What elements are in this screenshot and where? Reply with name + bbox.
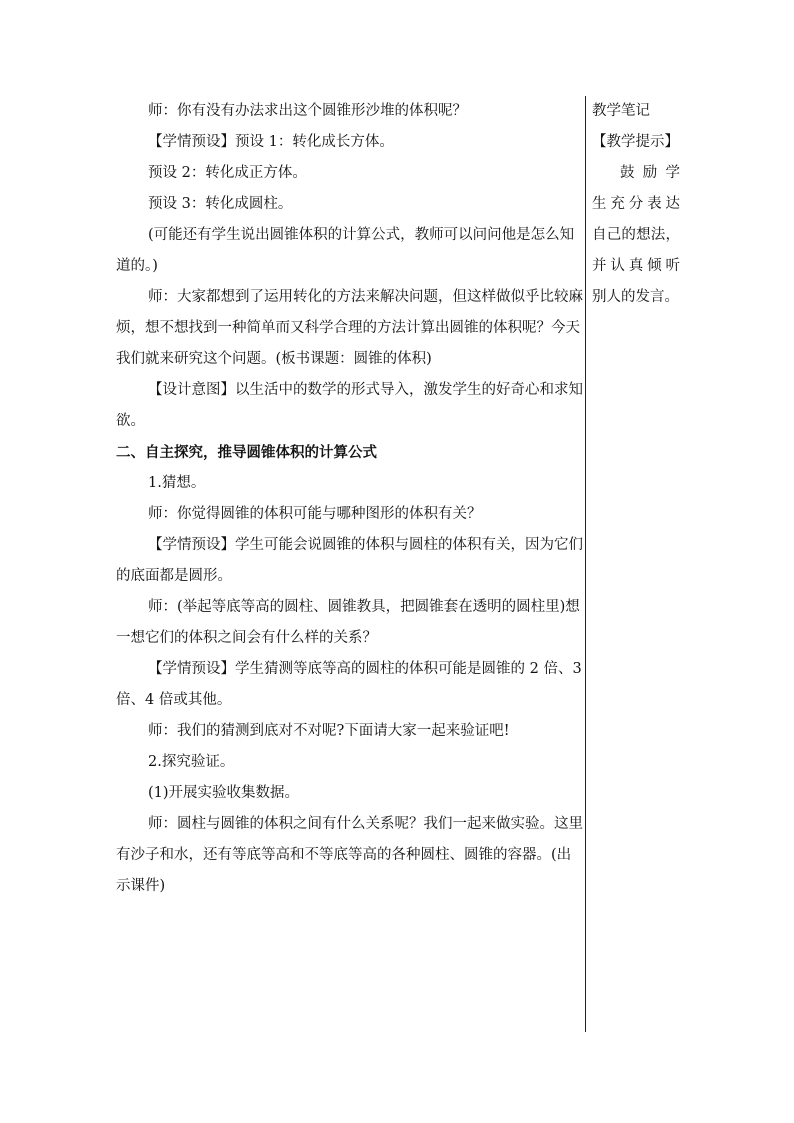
paragraph: 2.探究验证。 — [148, 754, 235, 770]
column-divider — [585, 96, 586, 1032]
teaching-notes-column — [592, 96, 680, 313]
paragraph: 预设 2：转化成正方体。 — [148, 165, 307, 181]
tip-line: 别人的发言。 — [592, 289, 679, 305]
tip-line: 鼓励学 — [620, 165, 680, 181]
paragraph: 师：(举起等底等高的圆柱、圆锥教具，把圆锥套在透明的圆柱里)想一想它们的体积之间会有什么样的关系？ — [116, 599, 580, 646]
tip-line: 自己的想法， — [592, 227, 680, 243]
paragraph: 【设计意图】以生活中的数学的形式导入，激发学生的好奇心和求知欲。 — [116, 382, 583, 429]
paragraph: 师：圆柱与圆锥的体积之间有什么关系呢？我们一起来做实验。这里有沙子和水，还有等底等高和不等底等高的各种圆柱、圆锥的容器。(出示课件) — [116, 816, 583, 894]
paragraph: 1.猜想。 — [148, 475, 206, 491]
paragraph: 师：大家都想到了运用转化的方法来解决问题，但这样做似乎比较麻烦，想不想找到一种简单而又科学合理的方法计算出圆锥的体积呢？今天我们就来研究这个问题。(板书课题：圆锥的体积) — [116, 289, 583, 367]
paragraph: 预设 3：转化成圆柱。 — [148, 196, 293, 212]
tip-line: 并认真倾听 — [592, 258, 680, 274]
paragraph: (可能还有学生说出圆锥体积的计算公式，教师可以问问他是怎么知道的。) — [116, 227, 575, 274]
lesson-body — [116, 96, 584, 902]
paragraph: 【学情预设】预设 1：转化成长方体。 — [148, 134, 394, 150]
tip-line: 生充分表达 — [592, 196, 680, 212]
tip-label: 【教学提示】 — [592, 134, 679, 150]
paragraph: 【学情预设】学生猜测等底等高的圆柱的体积可能是圆锥的 2 倍、3 倍、4 倍或其他。 — [116, 661, 582, 708]
section-heading: 二、自主探究，推导圆锥体积的计算公式 — [116, 444, 377, 461]
paragraph: 师：我们的猜测到底对不对呢?下面请大家一起来验证吧! — [148, 723, 510, 739]
paragraph: 师：你有没有办法求出这个圆锥形沙堆的体积呢？ — [148, 103, 467, 119]
notes-title: 教学笔记 — [592, 103, 650, 119]
paragraph: 【学情预设】学生可能会说圆锥的体积与圆柱的体积有关，因为它们的底面都是圆形。 — [116, 537, 583, 584]
paragraph: 师：你觉得圆锥的体积可能与哪种图形的体积有关？ — [148, 506, 482, 522]
paragraph: (1)开展实验收集数据。 — [148, 785, 300, 801]
